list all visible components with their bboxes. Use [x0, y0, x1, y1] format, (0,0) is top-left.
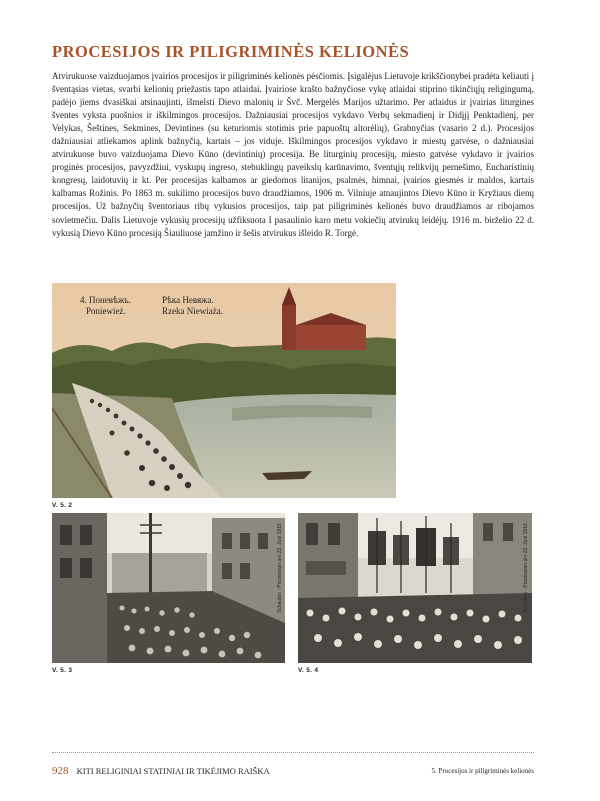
page-title: PROCESIJOS IR PILIGRIMINĖS KELIONĖS	[52, 42, 410, 61]
photo-caption: V. 5. 3	[52, 667, 73, 674]
running-section-title: 5. Procesijos ir piligriminės kelionės	[431, 767, 534, 775]
body-paragraph: Atvirukuose vaizduojamos įvairios procesijos ir piligriminės kelionės pėsčiomis. Įsigalėjus Lietuvoje krikščionybei pradėta keliauti į šventąsias vietas, svarbi kelionių priežastis tapo atlaidai. Įvairiose krašto bažnyčiose vykę atlaidai stiprino tikinčiųjų religingumą, padėjo jiems dvasiškai atsinaujinti, išmelsti Dievo malonių ir Švč. Mergelės Marijos užtarimo. Per atlaidus ir įvairias liturgines šventes vyksta puošnios ir iškilmingos procesijos. Dažniausiai procesijos vykdavo Verbų sekmadienį ir Didįjį Penktadienį, per Velykas, Šeštines, Sekmines, Devintines (su keturiomis stotimis prie papuoštų altorėlių), Grabnyčias (vasario 2 d.). Procesijos dažniausiai atliekamos aplink bažnyčią, kartais – jos viduje. Iškilmingos procesijos vykdavo ir miestų gatvėse, o dažniausiai atvirukuose buvo vaizduojama Dievo Kūno (devintinių) procesija. Be liturginių procesijų, miesto gatvėse vykdavo ir įvairios proginės procesijos, pavyzdžiui, vyskupų ingreso, stebuklingų paveikslų karūnavimo, šventųjų relikvijų pernešimo, Eucharistinių kongresų, laidotuvių ir kt. Per procesijas kalbamos ar giedomos litanijos, psalmės, himnai, įvairios giesmės ir maldos, kartais kalbamas Rožinis. Po 1863 m. sukilimo procesijos buvo draudžiamos, 1906 m. Vilniuje atnaujintos Dievo Kūno ir Kryžiaus dienų procesijos. Už bažnyčių šventoriaus ribų vykusios procesijos, taip pat piligriminės kelionės buvo draudžiamos ar ribojamos sovietmečiu. Dalis Lietuvoje vykusių procesijų užfiksuota I pasaulinio karo metu vokiečių atvirukų leidėjų. 1916 m. birželio 22 d. vykusią Dievo Kūno procesiją Šiauliuose jamžino ir šešis atvirukus išleido R. Torgė.	[52, 71, 534, 238]
photo-caption: V. 5. 2	[52, 502, 73, 509]
postcard-photo-street-procession	[52, 513, 285, 663]
postcard-photo-banner-procession	[298, 513, 532, 663]
postcard-inscription: Poniewież.	[86, 306, 126, 316]
postcard-photo-river-procession	[52, 283, 396, 498]
postcard-inscription: Rzeka Niewiaża.	[162, 306, 223, 316]
running-book-title: KITI RELIGINIAI STATINIAI IR TIKĖJIMO RAIŠKA	[76, 766, 270, 776]
footer-divider	[52, 752, 534, 753]
postcard-inscription: Рѣка Невяжа.	[162, 295, 214, 305]
page-number: 928	[52, 765, 69, 777]
postcard-inscription: 4. Поневѣжъ.	[80, 295, 131, 305]
postcard-inscription: Schaulen · Prozession am 22. Juni 1916	[277, 523, 283, 613]
postcard-inscription: Schaulen · Prozession am 22. Juni 1916	[523, 523, 529, 613]
photo-caption: V. 5. 4	[298, 667, 319, 674]
footer-left	[52, 765, 270, 777]
